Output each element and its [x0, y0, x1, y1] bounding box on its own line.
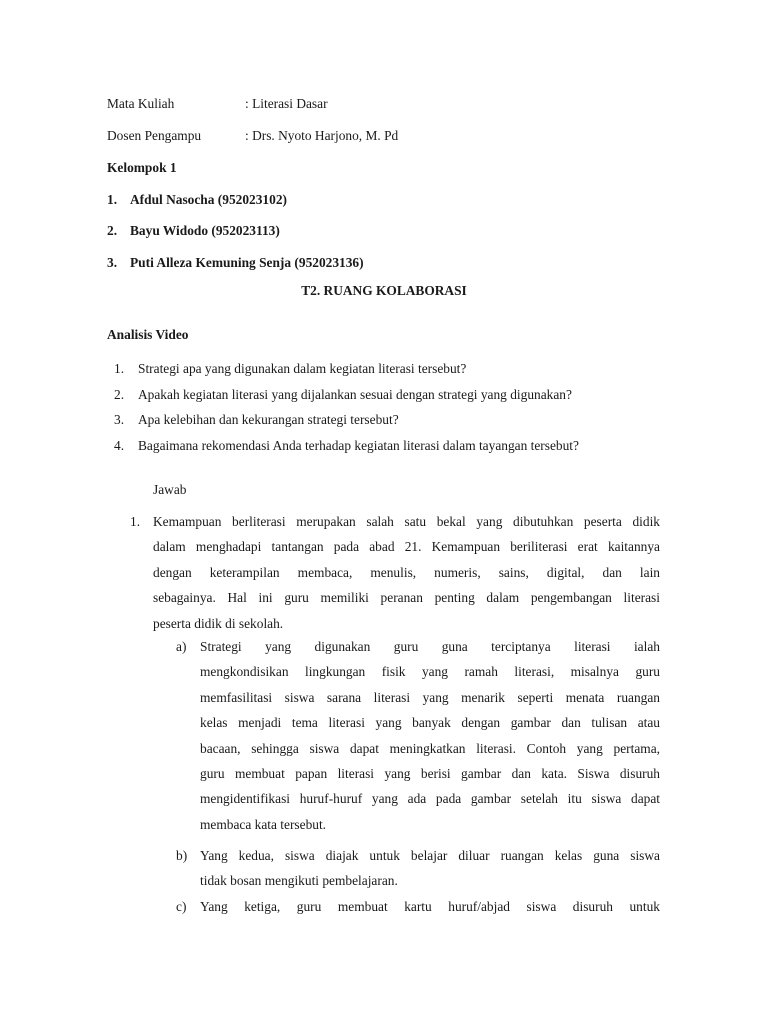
member-number: 1.	[107, 192, 118, 207]
paragraph-line: membaca kata tersebut.	[200, 816, 327, 832]
paragraph-line: mengidentifikasi huruf-huruf yang ada pada gambar setelah itu siswa dapat	[200, 791, 660, 807]
sub-item-label: c)	[176, 899, 187, 914]
question-text: Apakah kegiatan literasi yang dijalankan sesuai dengan strategi yang digunakan?	[138, 387, 572, 402]
paragraph-line: memfasilitasi siswa sarana literasi yang menarik seperti menata ruangan	[200, 689, 660, 705]
lecturer-label: Dosen Pengampu	[107, 128, 202, 143]
paragraph-line: Strategi yang digunakan guru guna terciptanya literasi ialah	[200, 639, 660, 654]
paragraph-line: dengan keterampilan membaca, menulis, numeris, sains, digital, dan lain	[153, 564, 660, 580]
sub-item-paragraph	[200, 894, 660, 919]
sub-item-label: a)	[176, 639, 187, 654]
course-label: Mata Kuliah	[107, 96, 175, 111]
question-text: Strategi apa yang digunakan dalam kegiatan literasi tersebut?	[138, 361, 467, 376]
sub-item-paragraph	[200, 634, 660, 837]
question-text: Bagaimana rekomendasi Anda terhadap kegiatan literasi dalam tayangan tersebut?	[138, 438, 579, 453]
paragraph-line: kelas menjadi tema literasi yang banyak dengan gambar dan tulisan atau	[200, 715, 660, 731]
paragraph-line: peserta didik di sekolah.	[153, 615, 284, 631]
paragraph-line: dalam menghadapi tantangan pada abad 21. Kemampuan beriliterasi erat kaitannya	[153, 539, 660, 555]
member-name: Bayu Widodo (952023113)	[130, 223, 280, 238]
sub-item-paragraph	[200, 843, 660, 894]
paragraph-line: sebagainya. Hal ini guru memiliki peranan penting dalam pengembangan literasi	[153, 590, 660, 606]
member-number: 2.	[107, 223, 118, 238]
question-text: Apa kelebihan dan kekurangan strategi tersebut?	[138, 412, 399, 427]
document-title: T2. RUANG KOLABORASI	[301, 283, 467, 298]
paragraph-line: Yang ketiga, guru membuat kartu huruf/abjad siswa disuruh untuk	[200, 899, 660, 914]
group-title: Kelompok 1	[107, 160, 177, 175]
paragraph-line: Kemampuan berliterasi merupakan salah satu bekal yang dibutuhkan peserta didik	[153, 514, 660, 529]
question-number: 2.	[114, 387, 125, 402]
answer-number: 1.	[130, 514, 141, 529]
lecturer-value: : Drs. Nyoto Harjono, M. Pd	[245, 128, 399, 143]
paragraph-line: mengkondisikan lingkungan fisik yang ramah literasi, misalnya guru	[200, 664, 660, 680]
answer-label: Jawab	[153, 482, 187, 497]
course-value: : Literasi Dasar	[245, 96, 328, 111]
question-number: 3.	[114, 412, 125, 427]
answer-paragraph	[153, 509, 660, 636]
member-name: Afdul Nasocha (952023102)	[130, 192, 287, 207]
paragraph-line: bacaan, sehingga siswa dapat meningkatkan literasi. Contoh yang pertama,	[200, 740, 660, 756]
question-number: 4.	[114, 438, 125, 453]
sub-item-label: b)	[176, 848, 188, 863]
question-number: 1.	[114, 361, 125, 376]
paragraph-line: tidak bosan mengikuti pembelajaran.	[200, 873, 398, 889]
section-heading: Analisis Video	[107, 327, 189, 342]
paragraph-line: Yang kedua, siswa diajak untuk belajar diluar ruangan kelas guna siswa	[200, 848, 660, 863]
member-number: 3.	[107, 255, 118, 270]
member-name: Puti Alleza Kemuning Senja (952023136)	[130, 255, 364, 270]
paragraph-line: guru membuat papan literasi yang berisi gambar dan kata. Siswa disuruh	[200, 765, 660, 781]
